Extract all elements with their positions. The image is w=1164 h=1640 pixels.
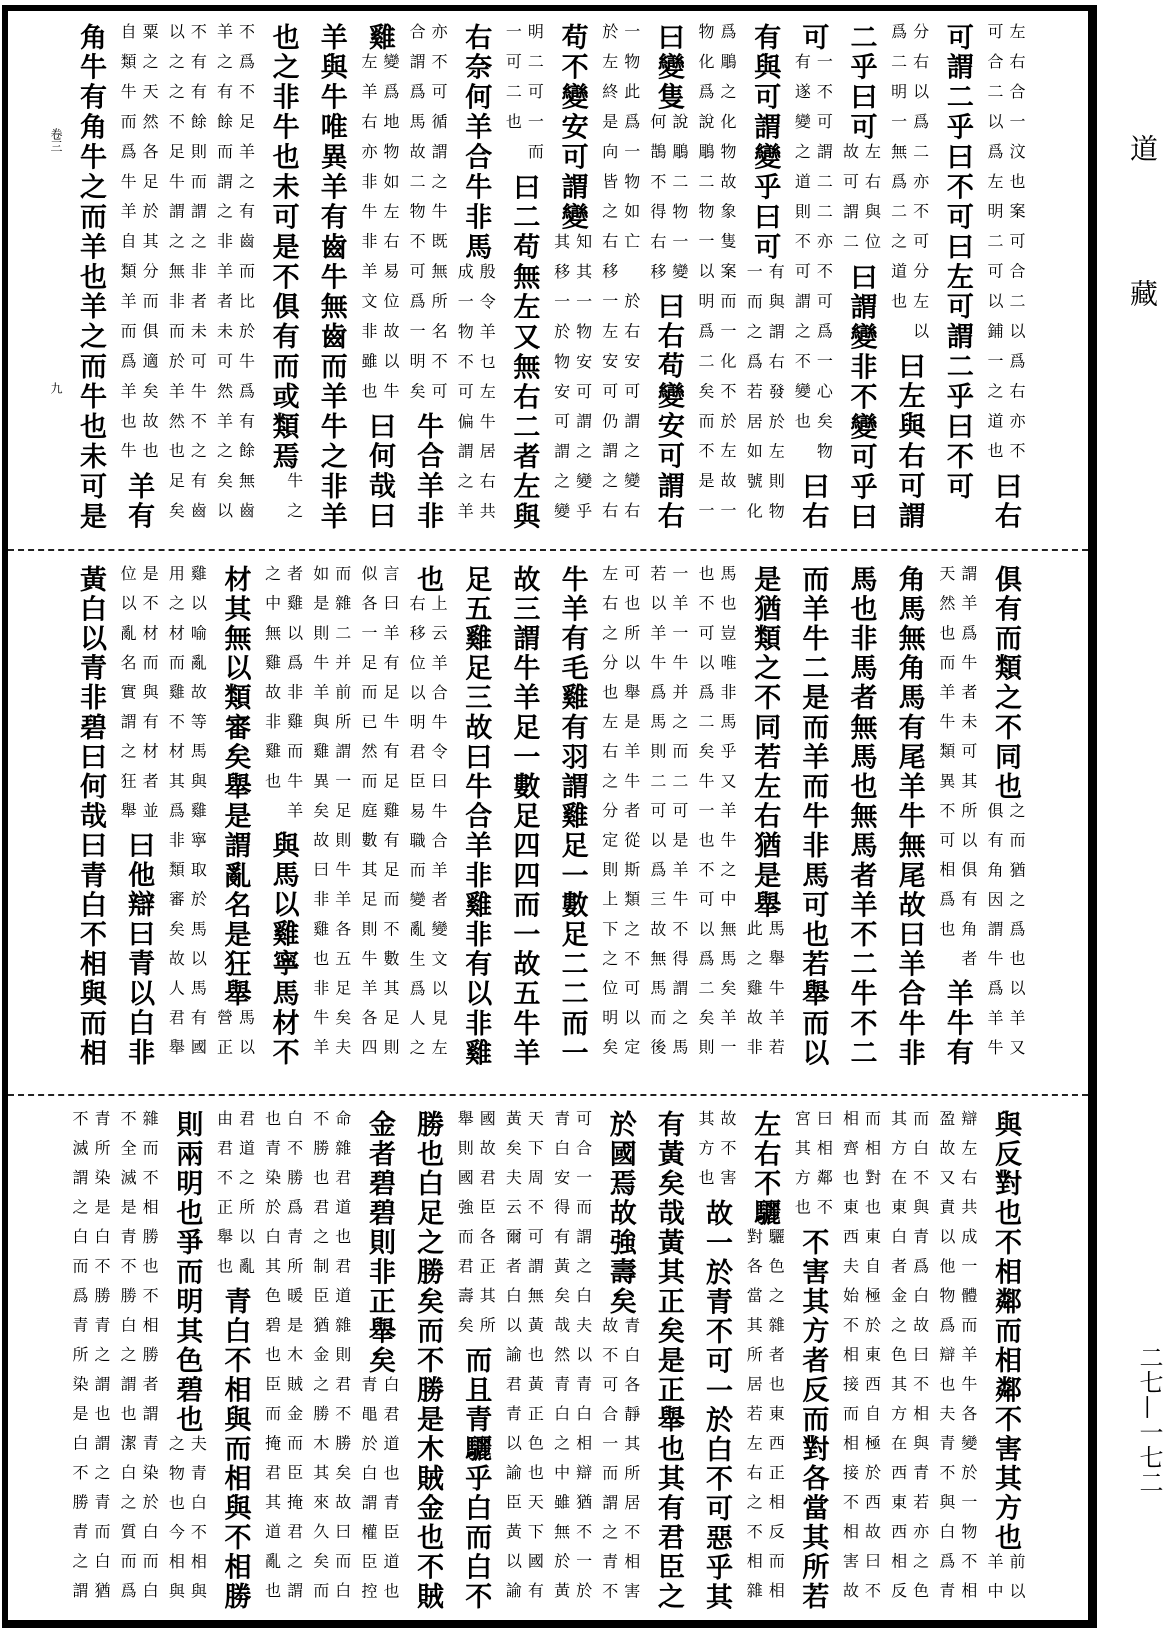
text-column	[211, 565, 257, 1068]
main-text: 馬也非馬者無馬也無馬者羊不二牛不二	[845, 565, 877, 1069]
commentary-note	[404, 23, 450, 412]
commentary-line-right: 可合一而謂之白夫以青白相辯猶不一於	[573, 1110, 593, 1612]
section-divider	[8, 1094, 1088, 1096]
main-text: 曰左與右可謂	[893, 352, 925, 532]
text-block-top	[67, 23, 1028, 532]
text-column	[645, 23, 691, 532]
text-column	[500, 565, 546, 1068]
commentary-line-right: 是不材而與有材者並	[140, 565, 160, 832]
commentary-note	[934, 1110, 980, 1612]
commentary-note	[115, 23, 161, 472]
main-text: 於國焉故強壽矣	[604, 1110, 636, 1317]
commentary-note	[789, 1110, 835, 1228]
commentary-note	[741, 1228, 787, 1612]
text-column	[404, 565, 450, 1068]
commentary-line-left: 若以羊牛爲馬則二可以爲三故無馬而後	[647, 565, 667, 1069]
main-text: 故一於青不可一於白不可惡乎其	[701, 1198, 733, 1612]
commentary-line-left: 以之之不足牛謂之無非而於羊然也足矣	[166, 23, 186, 532]
commentary-line-left: 不滅謂之白而爲青所染是白不勝青之謂	[70, 1110, 89, 1612]
commentary-line-right: 而白不與青爲白故曰不相與青若亦之色	[910, 1110, 930, 1612]
text-column	[838, 23, 884, 532]
commentary-note	[115, 565, 161, 831]
text-block-bottom	[67, 1110, 1028, 1612]
commentary-line-left	[261, 472, 283, 532]
text-column	[163, 1110, 209, 1612]
commentary-note	[260, 565, 306, 831]
main-text: 有黃矣哉黃其正矣是正舉也其有君臣之	[652, 1110, 684, 1612]
text-column	[645, 1110, 691, 1612]
text-column	[886, 23, 932, 532]
main-text: 雞	[363, 23, 395, 53]
commentary-note	[260, 472, 306, 532]
commentary-line-right: 一不可謂二二亦不可爲一心矣物	[814, 52, 834, 473]
commentary-line-left: 其方在東白者金之色其方在西東西相反	[888, 1110, 908, 1612]
commentary-note	[597, 1317, 643, 1612]
commentary-line-left: 盈故又責以他物爲辯也夫青不與白爲青	[936, 1110, 956, 1612]
main-text: 曰謂變非不變可乎曰	[845, 262, 877, 532]
text-column	[934, 23, 980, 532]
commentary-line-left: 一而之爲若居如號化	[744, 262, 764, 532]
main-text: 羊牛有	[941, 979, 973, 1069]
main-text: 也	[412, 565, 444, 595]
commentary-line-right: 之而猶之爲也以羊又	[1006, 801, 1026, 1069]
commentary-note	[693, 23, 739, 532]
main-text: 羊有	[123, 472, 155, 532]
commentary-note	[163, 565, 209, 1068]
commentary-line-right: 白不勝爲青所暖是木賊金而臣掩君之謂	[284, 1110, 304, 1612]
commentary-note	[549, 233, 595, 532]
text-column	[549, 565, 595, 1068]
text-column	[693, 565, 739, 1068]
commentary-line-left: 成一物不可偏謂之羊	[455, 262, 475, 532]
commentary-line-left: 羊中	[984, 1552, 1004, 1612]
text-column	[789, 1110, 835, 1612]
main-text: 金者碧碧則非正舉矣	[363, 1110, 395, 1376]
main-text: 二乎曰可	[845, 23, 877, 143]
commentary-line-right: 知其一物安可謂之變乎	[573, 232, 593, 532]
commentary-line-right: 謂羊爲牛者未可其所以俱有角者	[958, 565, 978, 980]
main-text: 曰二苟無左又無右二者左與	[508, 172, 540, 532]
commentary-note	[597, 23, 643, 532]
commentary-note	[982, 1553, 1028, 1612]
commentary-line-right: 前以	[1006, 1552, 1026, 1612]
commentary-note	[934, 565, 980, 979]
text-column	[500, 23, 546, 532]
commentary-line-right: 說鵰二物一變	[669, 112, 689, 293]
commentary-line-right: 夫青白不相與	[188, 1434, 208, 1612]
text-column	[741, 1110, 787, 1612]
commentary-note	[549, 1110, 595, 1612]
commentary-line-right: 雜而不相勝也不相勝者謂青染於白而白	[140, 1110, 160, 1612]
text-column	[789, 565, 835, 1068]
commentary-note	[163, 1435, 209, 1612]
commentary-line-right: 可也所以舉是羊牛者從斯類之不可以定	[621, 565, 641, 1069]
commentary-note	[260, 1110, 306, 1612]
commentary-note	[886, 1110, 932, 1612]
commentary-line-right: 國故君臣各正其所	[477, 1110, 497, 1346]
main-text: 羊與牛唯異羊有齒牛無齒而羊牛之非羊	[315, 23, 347, 532]
commentary-line-right: 者雞以爲非雞而牛羊	[284, 565, 304, 832]
main-text: 青白不相與而相與不相勝	[219, 1287, 251, 1612]
leaf-marker: 九	[49, 382, 63, 394]
commentary-line-right: 而雜二并前所謂一足則牛羊各五足矣夫	[332, 565, 352, 1069]
text-column	[982, 565, 1028, 1068]
commentary-note	[982, 802, 1028, 1068]
main-text: 牛羊有毛雞有羽謂雞足一數足二二而一	[556, 565, 588, 1069]
commentary-line-left: 右移位以明君臣易職而變亂生爲人之	[407, 594, 427, 1069]
commentary-note	[789, 53, 835, 472]
text-column	[404, 23, 450, 532]
commentary-line-right: 殷令羊乜左牛居右共	[477, 262, 497, 532]
commentary-line-right: 爲鵰之化物故象隻案而一化不於左故一	[718, 23, 738, 532]
commentary-note	[356, 1376, 402, 1612]
text-column	[67, 23, 113, 532]
commentary-line-right: 明二可一而	[525, 23, 545, 173]
commentary-note	[645, 565, 691, 1068]
commentary-note	[211, 23, 257, 532]
text-column	[356, 23, 402, 532]
commentary-line-right: 驪色之雜者也東西正相反而相	[766, 1228, 786, 1612]
main-text: 曰他辯曰青以白非	[123, 831, 155, 1069]
commentary-line-right: 上云羊合牛令曰牛合羊者變文以見左	[429, 594, 449, 1069]
main-text: 苟不變安可謂變	[556, 23, 588, 233]
commentary-note	[741, 263, 787, 532]
commentary-line-right: 牛之	[284, 472, 304, 532]
main-text: 黃白以青非碧曰何哉曰青白不相與而相	[75, 565, 106, 1069]
text-column	[982, 23, 1028, 532]
text-column	[356, 565, 402, 1068]
text-column	[597, 565, 643, 1068]
commentary-note	[597, 565, 643, 1068]
commentary-line-left: 其移一於物安可謂之變	[551, 232, 571, 532]
main-text: 俱有而類之不同也	[989, 565, 1021, 802]
text-column	[597, 23, 643, 532]
text-column	[356, 1110, 402, 1612]
main-text: 是猶類之不同若左右猶是舉	[749, 565, 781, 921]
text-column	[789, 23, 835, 532]
text-column	[308, 1110, 354, 1612]
text-block-middle	[67, 565, 1028, 1068]
text-column	[115, 23, 161, 532]
text-column	[67, 1110, 113, 1612]
text-column	[308, 23, 354, 532]
main-text: 可	[797, 23, 829, 53]
main-text: 角牛有角牛之而羊也羊之而牛也未可是	[75, 23, 106, 532]
text-column	[741, 23, 787, 532]
text-column	[934, 1110, 980, 1612]
text-column	[500, 1110, 546, 1612]
commentary-note	[886, 23, 932, 352]
main-text: 牛合羊非	[412, 412, 444, 532]
commentary-note	[838, 143, 884, 263]
commentary-line-right: 亦不可循謂之牛既無所名不可	[429, 23, 449, 413]
commentary-line-right: 分右以爲二亦不可分左以	[910, 23, 930, 353]
commentary-note	[741, 920, 787, 1068]
commentary-note	[308, 565, 354, 1068]
commentary-line-right: 一物此爲一物如亡 於右安可謂之變右	[621, 23, 641, 532]
text-column	[67, 565, 113, 1068]
text-column	[549, 23, 595, 532]
commentary-note	[67, 1110, 113, 1612]
commentary-line-left: 羊之有餘而謂之非羊者未可然羊之矣以	[214, 23, 234, 532]
commentary-line-right: 變爲地物如左右易位故以牛	[380, 52, 400, 413]
commentary-line-left: 俱有角因謂牛爲羊牛	[984, 801, 1004, 1069]
main-text: 足五雞足三故曰牛合羊非雞非有以非雞	[460, 565, 492, 1069]
commentary-note	[356, 565, 402, 1068]
commentary-note	[982, 23, 1028, 472]
text-column	[260, 565, 306, 1068]
main-text: 可謂二乎曰不可曰左可謂二乎曰不可	[941, 23, 973, 503]
commentary-line-right: 命雜君道也君道雜則君不勝矣故曰而白	[332, 1110, 352, 1612]
commentary-line-left: 自類牛而爲牛羊自類羊而爲羊也牛	[118, 23, 138, 473]
main-text: 不害其方者反而對各當其所若	[797, 1228, 829, 1612]
main-text: 曰何哉曰	[363, 412, 395, 532]
commentary-note	[308, 1110, 354, 1612]
commentary-line-left: 青黽於白謂權臣控	[358, 1375, 378, 1612]
commentary-line-right: 故不害	[718, 1110, 738, 1199]
commentary-line-left: 如是則牛羊與雞異矣故曰非雞也非牛羊	[310, 565, 330, 1069]
collection-title-dao: 道	[1126, 134, 1159, 162]
commentary-line-right: 馬舉牛羊若	[766, 920, 786, 1069]
commentary-line-left: 於左終是向皆之右移一左安可仍謂之右	[599, 23, 619, 532]
commentary-line-right: 曰相鄰不	[814, 1110, 834, 1228]
commentary-line-left: 左右之分也左右之分定則上下之位明矣	[599, 565, 619, 1069]
commentary-line-right: 有與謂右發於左則物	[766, 262, 786, 532]
text-column	[308, 565, 354, 1068]
text-column	[597, 1110, 643, 1612]
text-column	[115, 1110, 161, 1612]
commentary-line-right: 左右合一汶也案可合二以爲右亦不	[1006, 23, 1026, 473]
text-column	[693, 23, 739, 532]
main-text: 有與可謂變乎曰可	[749, 23, 781, 263]
commentary-line-right: 馬也豈唯非馬乎又羊牛之中無馬矣羊一	[718, 565, 738, 1069]
commentary-line-left: 物化爲說鵰二物一以明爲二矣而不是一	[696, 23, 716, 532]
main-text: 與反對也不相鄰而相鄰不害其方也	[989, 1110, 1021, 1553]
text-column	[838, 565, 884, 1068]
commentary-line-right: 不爲不足羊之有齒而比於牛爲有餘無齒	[236, 23, 256, 532]
main-text: 而羊牛二是而羊而牛非馬可也若舉而以	[797, 565, 829, 1069]
text-column	[211, 23, 257, 532]
collection-title-zang: 藏	[1126, 279, 1159, 307]
commentary-line-left: 一可二也	[503, 23, 523, 173]
commentary-line-right: 天下周不可謂無黃也黃正色也天下國有	[525, 1110, 545, 1612]
text-column	[549, 1110, 595, 1612]
text-column	[982, 1110, 1028, 1612]
commentary-line-left: 營正	[214, 1009, 234, 1069]
commentary-line-right: 左右與位	[862, 142, 882, 263]
commentary-line-left: 可合二以爲左明二可以鋪一之道也	[984, 23, 1004, 473]
commentary-note	[404, 595, 450, 1069]
text-column	[452, 565, 498, 1068]
text-column	[452, 1110, 498, 1612]
text-column	[163, 565, 209, 1068]
commentary-line-left: 舉則國強而君壽矣	[455, 1110, 475, 1346]
text-column	[163, 23, 209, 532]
main-text: 角馬無角馬有尾羊牛無尾故曰羊合牛非	[893, 565, 925, 1069]
text-column	[886, 1110, 932, 1612]
commentary-line-left: 不勝也君之制臣猶金之勝木其來久矣而	[310, 1110, 330, 1612]
commentary-line-right: 言曰羊有足牛有足雞有足而不數其足則	[380, 565, 400, 1069]
text-column	[260, 1110, 306, 1612]
text-column	[741, 565, 787, 1068]
commentary-note	[163, 23, 209, 532]
commentary-note	[452, 1110, 498, 1346]
main-text: 而且青驪乎白而白不	[460, 1346, 492, 1612]
main-text: 曰右苟變安可謂右	[652, 292, 684, 532]
main-text: 材其無以類審矣舉是謂亂名是狂舉	[219, 565, 251, 1009]
commentary-line-right: 粟之天然各足於其分而俱適矣故也	[140, 23, 160, 473]
commentary-line-left: 之物也今相與	[166, 1434, 186, 1612]
main-text: 則兩明也爭而明其色碧也	[171, 1110, 203, 1435]
commentary-line-right: 馬以	[236, 1009, 256, 1069]
commentary-note	[115, 1110, 161, 1612]
commentary-line-right: 青白各靜其所居不相害	[621, 1316, 641, 1612]
commentary-line-left: 相齊也東西夫始不相接而相接不相害故	[840, 1110, 860, 1612]
text-column	[211, 1110, 257, 1612]
text-column	[934, 565, 980, 1068]
commentary-line-right: 雞以喻亂故等馬與雞寧取於馬以馬有國	[188, 565, 208, 1069]
commentary-line-left: 天然也而羊牛類異不可相爲也	[936, 565, 956, 980]
commentary-note	[693, 565, 739, 1068]
commentary-line-right: 青所染是白不勝青之謂也謂之青而白猶	[92, 1110, 111, 1612]
commentary-line-left: 似各一足而已然而庭數其足則牛羊各四	[358, 565, 378, 1069]
commentary-line-left: 何鵲不得右移	[647, 112, 667, 293]
text-column	[404, 1110, 450, 1612]
commentary-line-left: 對各當其所居若左右之不相雜	[744, 1228, 764, 1612]
page-number: 二七—一七二	[1135, 1345, 1163, 1495]
commentary-line-left: 由君不正舉也	[214, 1110, 234, 1287]
main-text: 故三謂牛羊足一數足四四而一故五牛羊	[508, 565, 540, 1069]
main-text: 勝也白足之勝矣而不勝是木賊金也不賊	[412, 1110, 444, 1612]
text-column	[452, 23, 498, 532]
commentary-note	[356, 53, 402, 412]
commentary-line-left: 不全滅是青不勝白之謂也潔白之質而爲	[118, 1110, 138, 1612]
commentary-line-left: 其方也	[696, 1110, 716, 1199]
commentary-line-left: 之中無雞故非雞也	[262, 565, 282, 832]
commentary-note	[838, 1110, 884, 1612]
commentary-line-right: 而相對也東自極於東西自極於西故曰不	[862, 1110, 882, 1612]
commentary-line-right: 白君道也青臣道也	[380, 1375, 400, 1612]
commentary-note	[452, 263, 498, 532]
commentary-line-left: 有遂變之道則不可謂之不變也	[792, 52, 812, 473]
main-text: 曰變隻	[652, 23, 684, 113]
commentary-line-left: 黃矣夫云爾者白以諭君青以諭臣黃以諭	[503, 1110, 523, 1612]
commentary-note	[500, 1110, 546, 1612]
commentary-line-right: 一羊一牛并之而二可是羊牛不得謂之馬	[669, 565, 689, 1069]
commentary-line-left: 左羊右亦非牛非羊文非雖也	[358, 52, 378, 413]
commentary-line-left: 此之雞故非	[744, 920, 764, 1069]
commentary-line-left: 故不可合一而謂之青不	[599, 1316, 619, 1612]
commentary-line-left: 爲二明一無爲二之道也	[888, 23, 908, 353]
commentary-line-left: 青白安得有黃矣哉然青白之中雖無於黃	[551, 1110, 571, 1612]
main-text: 與馬以雞寧馬材不	[267, 831, 299, 1069]
text-column	[838, 1110, 884, 1612]
commentary-note	[693, 1110, 739, 1199]
commentary-note	[211, 1110, 257, 1287]
text-column	[645, 565, 691, 1068]
commentary-line-left: 位以亂名實謂之狂舉	[118, 565, 138, 832]
commentary-note	[211, 1009, 257, 1068]
commentary-line-left: 故可謂二	[840, 142, 860, 263]
commentary-line-right: 辯左右共成一體而羊牛各變於一物不相	[958, 1110, 978, 1612]
commentary-line-left: 宮其方也	[792, 1110, 812, 1228]
commentary-line-right: 君道之所以亂	[236, 1110, 256, 1287]
commentary-note	[500, 23, 546, 173]
commentary-line-left: 也青染於白其色碧也臣而掩君其道亂也	[262, 1110, 282, 1612]
main-text: 曰右	[797, 472, 829, 533]
main-text: 右奈何羊合牛非馬	[460, 23, 492, 263]
commentary-line-left: 也不可以爲二矣牛一也不可以爲二矣則	[696, 565, 716, 1069]
section-divider	[8, 549, 1088, 551]
text-column	[260, 23, 306, 532]
main-text: 左右不驪	[749, 1110, 781, 1228]
main-text: 也之非牛也未可是不俱有而或類焉	[267, 23, 299, 473]
text-column	[886, 565, 932, 1068]
main-text: 曰右	[989, 472, 1021, 532]
commentary-note	[645, 113, 691, 293]
text-column	[115, 565, 161, 1068]
commentary-line-left: 合謂爲馬故二物不可爲一明矣	[407, 23, 427, 413]
commentary-line-left: 用之材而雞不材其爲非類審矣故人君舉	[166, 565, 186, 1069]
text-column	[693, 1110, 739, 1612]
commentary-line-right: 不有有餘則而謂之非者未可牛不之有齒	[188, 23, 208, 532]
juan-marker: 卷三	[49, 128, 63, 152]
